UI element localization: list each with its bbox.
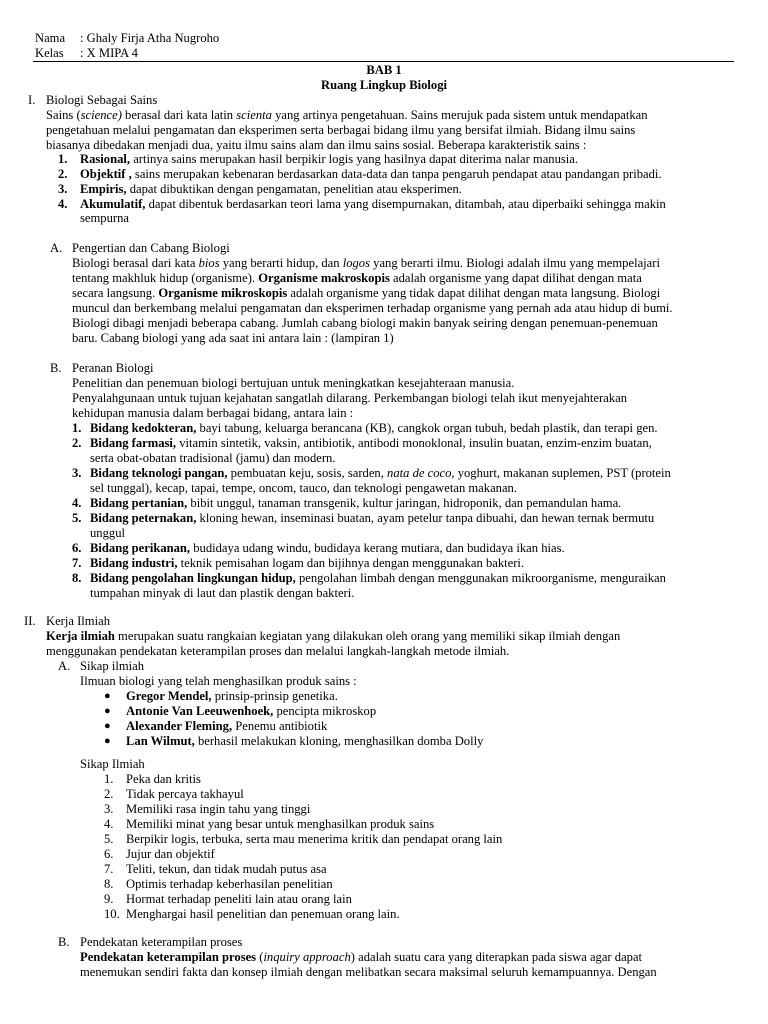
list-number: 6. bbox=[72, 541, 82, 555]
section-1-number: I. bbox=[28, 93, 36, 107]
list-number: 10. bbox=[104, 907, 120, 921]
list-item: Bidang pengolahan lingkungan hidup, pengolahan limbah dengan menggunakan mikroorganisme, menguraikan bbox=[90, 571, 666, 585]
list-item: Menghargai hasil penelitian dan penemuan orang lain. bbox=[126, 907, 400, 921]
list-item: Tidak percaya takhayul bbox=[126, 787, 244, 801]
list-number: 7. bbox=[72, 556, 82, 570]
list-item-continuation: tumpahan minyak di laut dan plastik dengan bakteri. bbox=[90, 586, 355, 600]
list-item: Empiris, dapat dibuktikan dengan pengamatan, penelitian atau eksperimen. bbox=[80, 182, 462, 196]
list-item: Memiliki minat yang besar untuk menghasilkan produk sains bbox=[126, 817, 435, 831]
paragraph-line: menemukan sendiri fakta dan konsep ilmiah dengan melibatkan secara maksimal seluruh kemampuannya. Dengan bbox=[80, 965, 657, 979]
list-number: 9. bbox=[104, 892, 114, 906]
subsection-heading: Sikap ilmiah bbox=[80, 659, 145, 673]
list-item: Hormat terhadap peneliti lain atau orang lain bbox=[126, 892, 352, 906]
list-number: 4. bbox=[72, 496, 82, 510]
list-item: Alexander Fleming, Penemu antibiotik bbox=[126, 719, 328, 733]
list-number: 3. bbox=[58, 182, 68, 196]
name-value: : Ghaly Firja Atha Nugroho bbox=[80, 31, 220, 45]
list-number: 1. bbox=[58, 152, 68, 166]
list-item: Rasional, artinya sains merupakan hasil berpikir logis yang hasilnya dapat diterima nalar manusia. bbox=[80, 152, 579, 166]
list-item: Bidang peternakan, kloning hewan, inseminasi buatan, ayam petelur tanpa dibuahi, dan hewan ternak bermutu bbox=[90, 511, 655, 525]
paragraph-line: secara langsung. Organisme mikroskopis adalah organisme yang tidak dapat dilihat dengan mata langsung. Biologi bbox=[72, 286, 661, 300]
subsection-subheading: Sikap Ilmiah bbox=[80, 757, 145, 771]
paragraph-line: Biologi dibagi menjadi beberapa cabang. Jumlah cabang biologi makin banyak seiring dengan penemuan-penemuan bbox=[72, 316, 658, 330]
list-number: 3. bbox=[72, 466, 82, 480]
list-number: 5. bbox=[104, 832, 114, 846]
paragraph-line: kehidupan manusia dalam berbagai bidang, antara lain : bbox=[72, 406, 354, 420]
list-item: Peka dan kritis bbox=[126, 772, 201, 786]
paragraph-line: Penyalahgunaan untuk tujuan kejahatan sangatlah dilarang. Perkembangan biologi telah ikut menyejahterakan bbox=[72, 391, 627, 405]
paragraph-line: tentang makhluk hidup (organisme). Organisme makroskopis adalah organisme yang dapat dilihat dengan mata bbox=[72, 271, 642, 285]
chapter-number: BAB 1 bbox=[366, 63, 402, 77]
list-number: 8. bbox=[104, 877, 114, 891]
bullet-icon: ● bbox=[104, 690, 111, 702]
list-item: Objektif , sains merupakan kebenaran berdasarkan data-data dan tanpa pengaruh pendapat atau pandangan pribadi. bbox=[80, 167, 662, 181]
list-number: 7. bbox=[104, 862, 114, 876]
subsection-letter: A. bbox=[50, 241, 63, 255]
list-item: Akumulatif, dapat dibentuk berdasarkan teori lama yang disempurnakan, ditambah, atau diperbaiki sehingga makin bbox=[80, 197, 666, 211]
paragraph-line: muncul dan berkembang melalui pengamatan dan eksperimen terhadap organisme yang pernah ada atau hidup di bumi. bbox=[72, 301, 673, 315]
chapter-title: Ruang Lingkup Biologi bbox=[321, 78, 447, 92]
paragraph-line: Sains (science) berasal dari kata latin scienta yang artinya pengetahuan. Sains merujuk pada sistem untuk mendapatkan bbox=[46, 108, 648, 122]
class-value: : X MIPA 4 bbox=[80, 46, 138, 60]
list-item: Berpikir logis, terbuka, serta mau menerima kritik dan pendapat orang lain bbox=[126, 832, 503, 846]
list-number: 4. bbox=[58, 197, 68, 211]
list-number: 4. bbox=[104, 817, 114, 831]
bullet-icon: ● bbox=[104, 720, 111, 732]
paragraph-line: Biologi berasal dari kata bios yang berarti hidup, dan logos yang berarti ilmu. Biologi adalah ilmu yang mempelajari bbox=[72, 256, 660, 270]
list-item: Bidang kedokteran, bayi tabung, keluarga berancana (KB), cangkok organ tubuh, bedah plastik, dan terapi gen. bbox=[90, 421, 658, 435]
list-item: Bidang perikanan, budidaya udang windu, budidaya kerang mutiara, dan budidaya ikan hias. bbox=[90, 541, 565, 555]
subsection-letter: A. bbox=[58, 659, 71, 673]
paragraph-line: Penelitian dan penemuan biologi bertujuan untuk meningkatkan kesejahteraan manusia. bbox=[72, 376, 515, 390]
list-item: Jujur dan objektif bbox=[126, 847, 215, 861]
subsection-heading: Pendekatan keterampilan proses bbox=[80, 935, 243, 949]
bullet-icon: ● bbox=[104, 705, 111, 717]
list-item: Bidang pertanian, bibit unggul, tanaman transgenik, kultur jaringan, hidroponik, dan pemandulan hama. bbox=[90, 496, 622, 510]
list-item: Optimis terhadap keberhasilan penelitian bbox=[126, 877, 333, 891]
list-number: 2. bbox=[58, 167, 68, 181]
list-item: Memiliki rasa ingin tahu yang tinggi bbox=[126, 802, 311, 816]
list-item: Lan Wilmut, berhasil melakukan kloning, menghasilkan domba Dolly bbox=[126, 734, 484, 748]
bullet-icon: ● bbox=[104, 735, 111, 747]
paragraph-line: baru. Cabang biologi yang ada saat ini antara lain : (lampiran 1) bbox=[72, 331, 394, 345]
paragraph-line: menggunakan pendekatan keterampilan proses dan melalui langkah-langkah metode ilmiah. bbox=[46, 644, 510, 658]
paragraph-line: Pendekatan keterampilan proses (inquiry approach) adalah suatu cara yang diterapkan pada siswa agar dapat bbox=[80, 950, 643, 964]
list-item-continuation: sempurna bbox=[80, 211, 129, 225]
list-number: 3. bbox=[104, 802, 114, 816]
paragraph-line: Kerja ilmiah merupakan suatu rangkaian kegiatan yang dilakukan oleh orang yang memiliki sikap ilmiah dengan bbox=[46, 629, 621, 643]
list-item: Bidang industri, teknik pemisahan logam dan bijihnya dengan menggunakan bakteri. bbox=[90, 556, 525, 570]
list-item-continuation: serta obat-obatan tradisional (jamu) dan modern. bbox=[90, 451, 336, 465]
header-rule bbox=[33, 61, 734, 62]
list-number: 1. bbox=[104, 772, 114, 786]
subsection-heading: Pengertian dan Cabang Biologi bbox=[72, 241, 230, 255]
section-1-heading: Biologi Sebagai Sains bbox=[46, 93, 158, 107]
section-2-number: II. bbox=[24, 614, 36, 628]
list-item-continuation: unggul bbox=[90, 526, 125, 540]
subsection-letter: B. bbox=[50, 361, 62, 375]
list-item: Gregor Mendel, prinsip-prinsip genetika. bbox=[126, 689, 338, 703]
list-number: 6. bbox=[104, 847, 114, 861]
list-number: 5. bbox=[72, 511, 82, 525]
list-item: Bidang teknologi pangan, pembuatan keju, sosis, sarden, nata de coco, yoghurt, makanan suplemen, PST (protein bbox=[90, 466, 671, 480]
list-number: 2. bbox=[72, 436, 82, 450]
subsection-letter: B. bbox=[58, 935, 70, 949]
paragraph-line: pengetahuan melalui pengamatan dan eksperimen serta berbagai bidang ilmu yang bersifat ilmiah. Bidang ilmu sains bbox=[46, 123, 636, 137]
list-number: 2. bbox=[104, 787, 114, 801]
paragraph-line: biasanya dibedakan menjadi dua, yaitu ilmu sains alam dan ilmu sains sosial. Beberapa karakteristik sains : bbox=[46, 138, 587, 152]
class-label: Kelas bbox=[35, 46, 64, 60]
list-item: Teliti, tekun, dan tidak mudah putus asa bbox=[126, 862, 327, 876]
list-number: 8. bbox=[72, 571, 82, 585]
list-number: 1. bbox=[72, 421, 82, 435]
list-item: Antonie Van Leeuwenhoek, pencipta mikroskop bbox=[126, 704, 377, 718]
subsection-heading: Peranan Biologi bbox=[72, 361, 154, 375]
section-2-heading: Kerja Ilmiah bbox=[46, 614, 110, 628]
paragraph-line: Ilmuan biologi yang telah menghasilkan produk sains : bbox=[80, 674, 357, 688]
list-item-continuation: sel tunggal), kecap, tapai, tempe, oncom, tauco, dan teknologi pengawetan makanan. bbox=[90, 481, 517, 495]
list-item: Bidang farmasi, vitamin sintetik, vaksin, antibiotik, antibodi monoklonal, insulin buatan, enzim-enzim buatan, bbox=[90, 436, 652, 450]
name-label: Nama bbox=[35, 31, 66, 45]
